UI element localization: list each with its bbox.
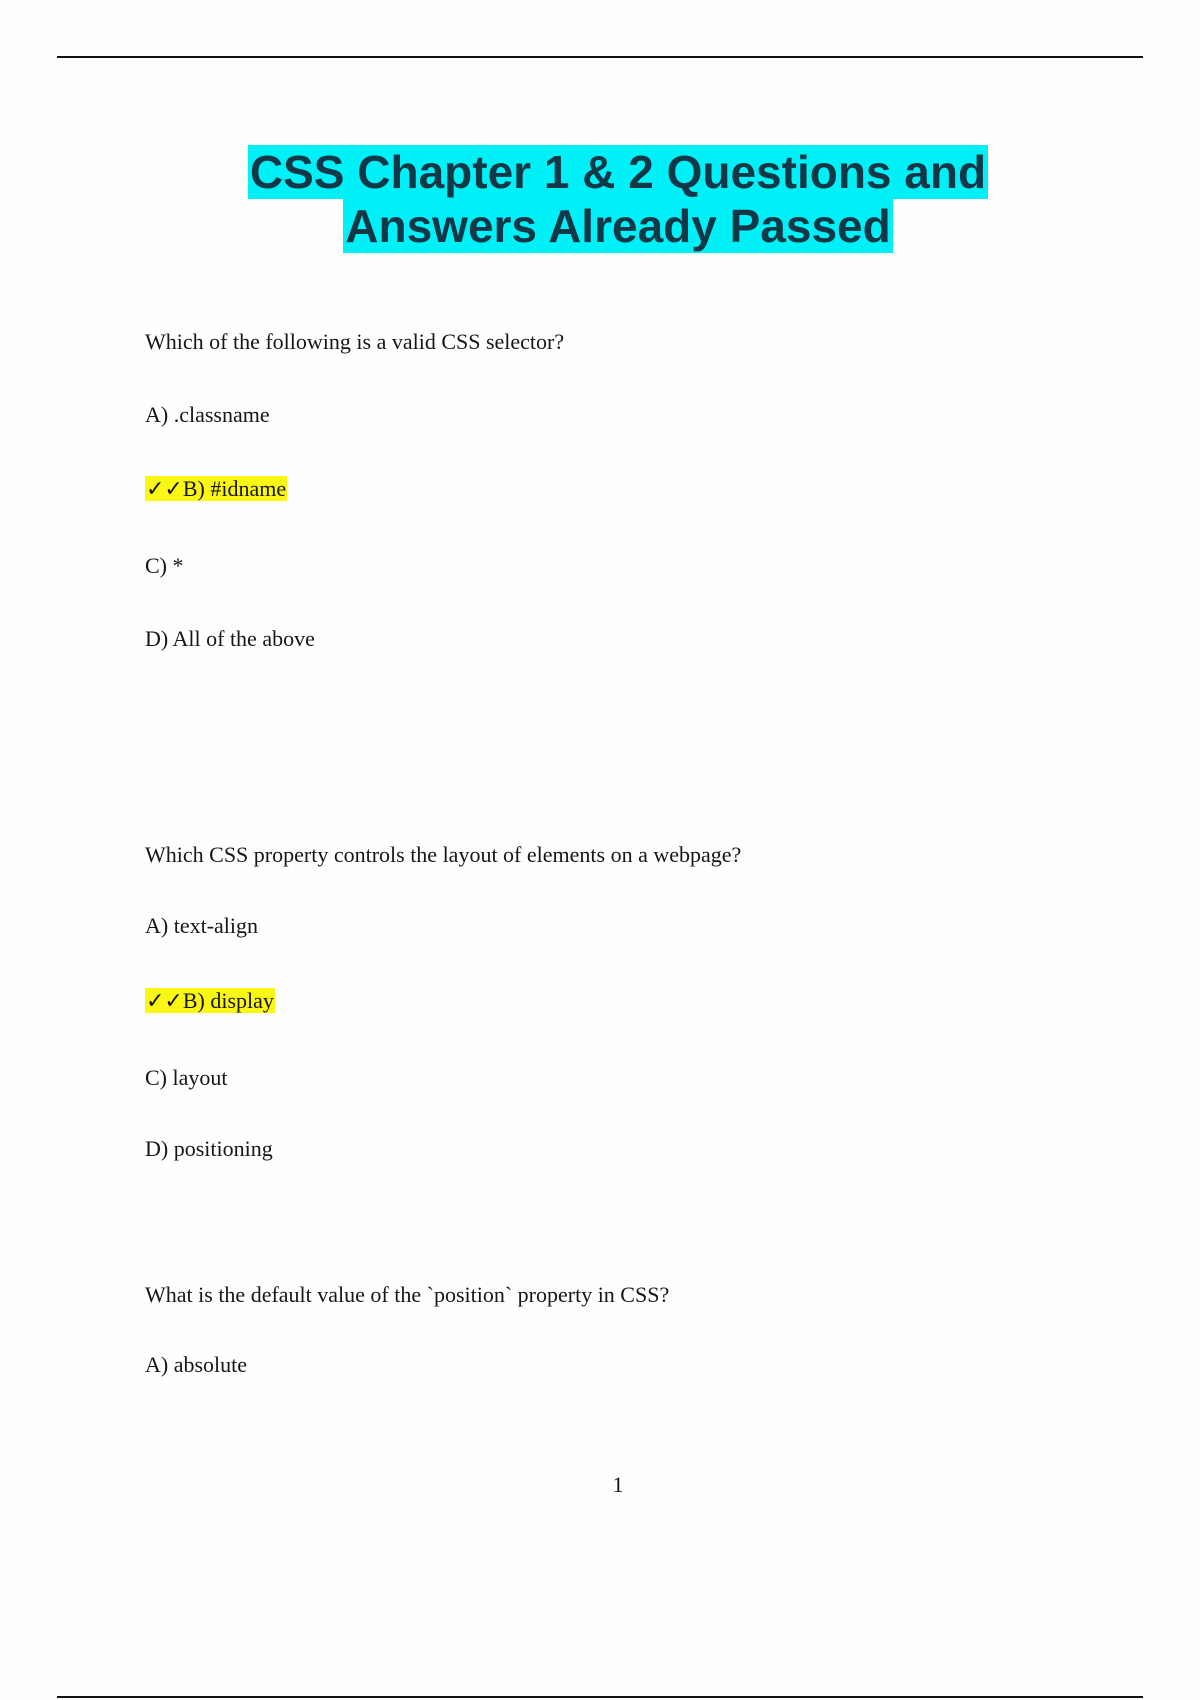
checkmark-icon: ✓✓ — [146, 477, 183, 502]
question-1-option-b-label: B) #idname — [182, 476, 287, 501]
question-2-text: Which CSS property controls the layout of elements on a webpage? — [145, 842, 742, 867]
title-line-1: CSS Chapter 1 & 2 Questions and — [249, 146, 987, 198]
question-1-option-c: C) * — [145, 553, 184, 578]
question-1-option-a: A) .classname — [145, 402, 270, 427]
question-3-option-a: A) absolute — [145, 1352, 248, 1377]
document-title — [0, 145, 1200, 253]
question-2-option-d: D) positioning — [145, 1136, 273, 1161]
correct-answer-highlight — [145, 476, 287, 501]
question-2-option-b-label: B) display — [182, 988, 274, 1013]
page-number: 1 — [612, 1472, 624, 1497]
checkmark-icon: ✓✓ — [146, 989, 183, 1014]
question-1-option-b — [145, 474, 287, 505]
correct-answer-highlight — [145, 988, 275, 1013]
question-2-option-b — [145, 986, 275, 1017]
question-3-text: What is the default value of the `position` property in CSS? — [145, 1282, 670, 1307]
question-1-option-d: D) All of the above — [145, 626, 315, 651]
top-rule — [57, 56, 1143, 58]
bottom-rule — [57, 1696, 1143, 1698]
title-line-2: Answers Already Passed — [345, 200, 891, 252]
question-2-option-c: C) layout — [145, 1065, 228, 1090]
question-2-option-a: A) text-align — [145, 913, 259, 938]
question-1-text: Which of the following is a valid CSS selector? — [145, 329, 565, 354]
